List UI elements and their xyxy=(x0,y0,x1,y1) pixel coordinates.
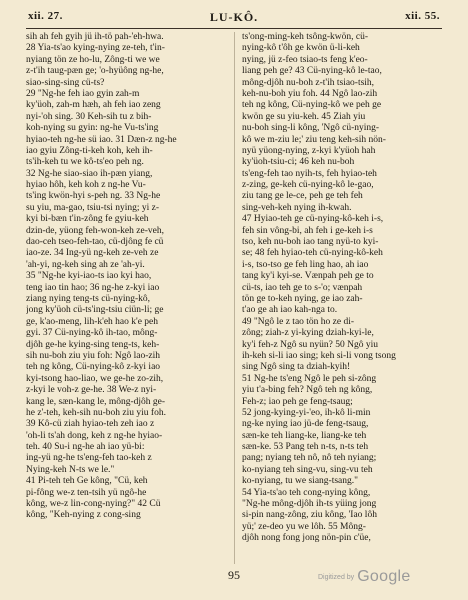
text-line: dao-ceh tseo-feh-tao, cü-djông fe cü xyxy=(26,237,164,248)
text-line: jong ky'üoh cü-ts'ing-tsiu ciün-li; ge xyxy=(26,305,164,316)
text-line: 28 Yia-ts'ao kying-nying ze-teh, t'in- xyxy=(26,43,165,54)
text-line: djôh ge-he kying-sing teng-ts, keh- xyxy=(26,339,160,350)
text-line: kwön ge su yiu-keh. 45 Ziah yiu xyxy=(242,111,366,122)
text-line: nying-kô t'ôh ge kwön ü-li-keh xyxy=(242,43,360,54)
left-text-column xyxy=(26,32,226,522)
text-line: cü-ts, iao teh ge to s-'o; vænpah xyxy=(242,282,363,293)
text-line: nyiang tön ze ho-lu, Zông-ti we we xyxy=(26,54,160,65)
text-line: ts'eng-feh tao nyih-ts, feh hyiao-teh xyxy=(242,168,377,179)
text-line: pang; nyiang teh nô, nô teh nyiang; xyxy=(242,453,377,464)
text-line: kông, we-z lin-cong-nying?" 42 Cü xyxy=(26,499,161,510)
text-line: sih ah feh gyih jü ih-tö pah-'eh-hwa. xyxy=(26,32,164,42)
text-line: 51 Ng-he ts'eng Ngô le peh si-zông xyxy=(242,373,377,384)
text-line: teh ng kông, Cü-nying-kô z-kyi iao xyxy=(26,362,161,373)
text-line: si-pin nang-zông, ziu kông, 'Iao lôh xyxy=(242,510,377,521)
text-line: iao gyiu Zông-ti-keh koh, keh ih- xyxy=(26,145,153,156)
text-line: keh-nu-boh yiu foh. 44 Ngô lao-zih xyxy=(242,88,378,99)
text-line: i-s, tso-tso ge feh ling hao, ah iao xyxy=(242,259,369,270)
text-line: nyi-'oh sing. 30 Keh-sih tu z bih- xyxy=(26,111,152,122)
text-line: nying, jü z-feo tsiao-ts feng k'eo- xyxy=(242,54,368,65)
text-line: siao-sing-sing cü-ts? xyxy=(26,77,105,88)
text-line: ky'üoh, zah-m hæh, ah feh iao zeng xyxy=(26,100,161,111)
text-line: hyiao hôh, keh koh z ng-he Vu- xyxy=(26,180,146,191)
text-line: kô we m-ziu le;' ziu teng keh-sih nön- xyxy=(242,134,386,145)
column-separator xyxy=(234,32,235,564)
text-line: yü;' ze-deo yu we lôh. 55 Mông- xyxy=(242,521,366,532)
text-line: teng iao tin hao; 36 ng-he z-kyi iao xyxy=(26,282,160,293)
text-line: sæn-ke. 53 Pang teh n-ts, n-ts teh xyxy=(242,442,369,453)
text-line: zông; ziah-z yi-kying dziah-kyi-le, xyxy=(242,328,374,339)
text-line: ts'ong-ming-keh tsông-kwön, cü- xyxy=(242,32,368,42)
text-line: tön ge to-keh nying, ge iao zah- xyxy=(242,293,363,304)
google-logo: Google xyxy=(357,568,411,585)
header-chapter-right: xii. 55. xyxy=(405,10,440,22)
page-number: 95 xyxy=(228,568,240,582)
header-rule xyxy=(26,28,442,29)
text-line: teh ng kông, Cü-nying-kô we peh ge xyxy=(242,100,382,111)
text-line: kông, "Keh-nying z cong-sing xyxy=(26,510,141,521)
text-line: feh sin vông-bi, ah feh i ge-keh i-s xyxy=(242,225,373,236)
text-line: ky'i feh-z Ngô su nyün? 50 Ngô yiu xyxy=(242,339,379,350)
text-line: liang peh ge? 43 Cü-nying-kô le-tao, xyxy=(242,66,382,77)
header-chapter-left: xii. 27. xyxy=(28,10,63,22)
running-header xyxy=(28,10,440,26)
text-line: kyi bi-bæn t'in-zông fe gyiu-keh xyxy=(26,214,149,225)
text-line: nu-boh sing-li kông, 'Ngô cü-nying- xyxy=(242,123,380,134)
text-line: teh. 40 Su-i ng-he ah iao yü-bi: xyxy=(26,442,145,453)
text-line: 39 Kô-cü ziah hyiao-teh zeh iao z xyxy=(26,419,155,430)
text-line: yiu t'a-bing feh? Ngô teh ng kông, xyxy=(242,385,373,396)
text-line: ing-yü ng-he ts'eng-feh tao-keh z xyxy=(26,453,152,464)
text-line: mông-djôh nu-boh z-t'ih tsiao-tsih, xyxy=(242,77,375,88)
text-line: sih nu-boh ziu yiu foh: Ngô lao-zih xyxy=(26,350,161,361)
digitized-by-label: Digitized by xyxy=(318,573,355,581)
text-line: koh-nying su gyin: ng-he Vu-ts'ing xyxy=(26,123,159,134)
text-line: djôh nong fong jong nön-pin c'üe, xyxy=(242,533,371,544)
text-line: tang ky'i kyi-se. Vænpah peh ge to xyxy=(242,271,374,282)
text-line: sæn-ke teh liang-ke, liang-ke teh xyxy=(242,430,367,441)
text-line: 52 jong-kying-yi-'eo, ih-kô li-min xyxy=(242,407,371,418)
text-line: ziang nying teng-ts cü-nying-kô, xyxy=(26,293,151,304)
text-line: sing Ngô sing ta dziah-kyih! xyxy=(242,362,351,373)
text-line: 'oh-li ts'ah dong, keh z ng-he hyiao- xyxy=(26,430,163,441)
text-line: 54 Yia-ts'ao teh cong-nying kông, xyxy=(242,487,371,498)
text-line: ih-keh si-li iao sing; keh si-li vong tsong xyxy=(242,350,396,361)
text-line: sing-veh-keh nying ih-kwah. xyxy=(242,202,352,213)
text-line: Feh-z; iao peh ge feng-tsaug; xyxy=(242,396,353,407)
text-line: dzin-de, yüong feh-won-keh ze-veh, xyxy=(26,225,164,236)
text-line: 'ah-yi, ng-keh sing ah ze 'ah-yi. xyxy=(26,259,145,270)
text-line: tso, keh nu-boh iao tang nyü-to kyi- xyxy=(242,237,379,248)
text-line: 29 "Ng-he feh iao gyin zah-m xyxy=(26,88,140,99)
text-line: nyü yüong-nying, z-kyi k'yüoh hah xyxy=(242,145,376,156)
text-line: ky'üoh-tsiu-ci; 46 keh nu-boh xyxy=(242,157,355,168)
text-line: t'ao ge ah iao kah-nga to. xyxy=(242,305,338,316)
text-line: ts'ing kwön-hyi s-peh ng. 33 Ng-he xyxy=(26,191,161,202)
right-text-column xyxy=(242,32,442,545)
text-line: "Ng-he mông-djôh ih-ts yüing jong xyxy=(242,499,377,510)
text-line: ko-nyiang teh sing-vu, sing-vu teh xyxy=(242,464,373,475)
text-line: pi-fông we-z ten-tsih yü ngô-he xyxy=(26,487,147,498)
text-line: z-kyi le voh-z ge-he. 38 We-z nyi- xyxy=(26,385,157,396)
text-line: ng-ke nying iao jü-de feng-tsaug, xyxy=(242,419,369,430)
text-line: ge, k'ao-meng, lih-k'eh hao k'e peh xyxy=(26,316,159,327)
text-line: 47 Hyiao-teh ge cü-nying-kô-keh i-s, xyxy=(242,214,384,225)
header-book-title: LU-KÔ. xyxy=(209,10,259,24)
text-line: Nying-keh N-ts we le." xyxy=(26,464,115,475)
text-line: 35 "Ng-he kyi-iao-ts iao kyi hao, xyxy=(26,271,152,282)
text-line: z-zing, ge-keh cü-nying-kô le-gao, xyxy=(242,180,374,191)
text-line: z-t'ih taug-pæn ge; 'o-hyüông ng-he, xyxy=(26,66,164,77)
text-line: he z'-teh, keh-sih nu-boh ziu yiu foh. xyxy=(26,407,166,418)
text-line: kang le, sæn-kang le, mông-djôh ge- xyxy=(26,396,166,407)
text-line: ziu tang ge le-ce, peh ge teh feh xyxy=(242,191,363,202)
text-line: ts'ih-keh tu we kô-ts'eo peh ng. xyxy=(26,157,144,168)
text-line: 49 "Ngô le z tao tön ho ze di- xyxy=(242,316,355,327)
text-line: kyi-tsong hao-liao, we ge-he zo-zih, xyxy=(26,373,164,384)
text-line: su yiu, ma-gao, tsiu-tsi nying; yi z- xyxy=(26,202,159,213)
text-line: ko-nyiang, tu we siang-tsang." xyxy=(242,476,359,487)
digitized-by-watermark xyxy=(318,568,411,586)
text-line: iao-ze. 34 Ing-yü ng-keh ze-veh ze xyxy=(26,248,159,259)
text-line: gyi. 37 Cü-nying-kô ih-tao, mông- xyxy=(26,328,158,339)
text-line: se; 48 feh hyiao-teh cü-nying-kô-keh xyxy=(242,248,383,259)
text-line: hyiao-teh ng-he sü iao. 31 Dæn-z ng-he xyxy=(26,134,177,145)
text-line: 32 Ng-he siao-siao ih-pæn yiang, xyxy=(26,168,153,179)
text-line: 41 Pi-teh teh Ge kông, "Cü, keh xyxy=(26,476,148,487)
